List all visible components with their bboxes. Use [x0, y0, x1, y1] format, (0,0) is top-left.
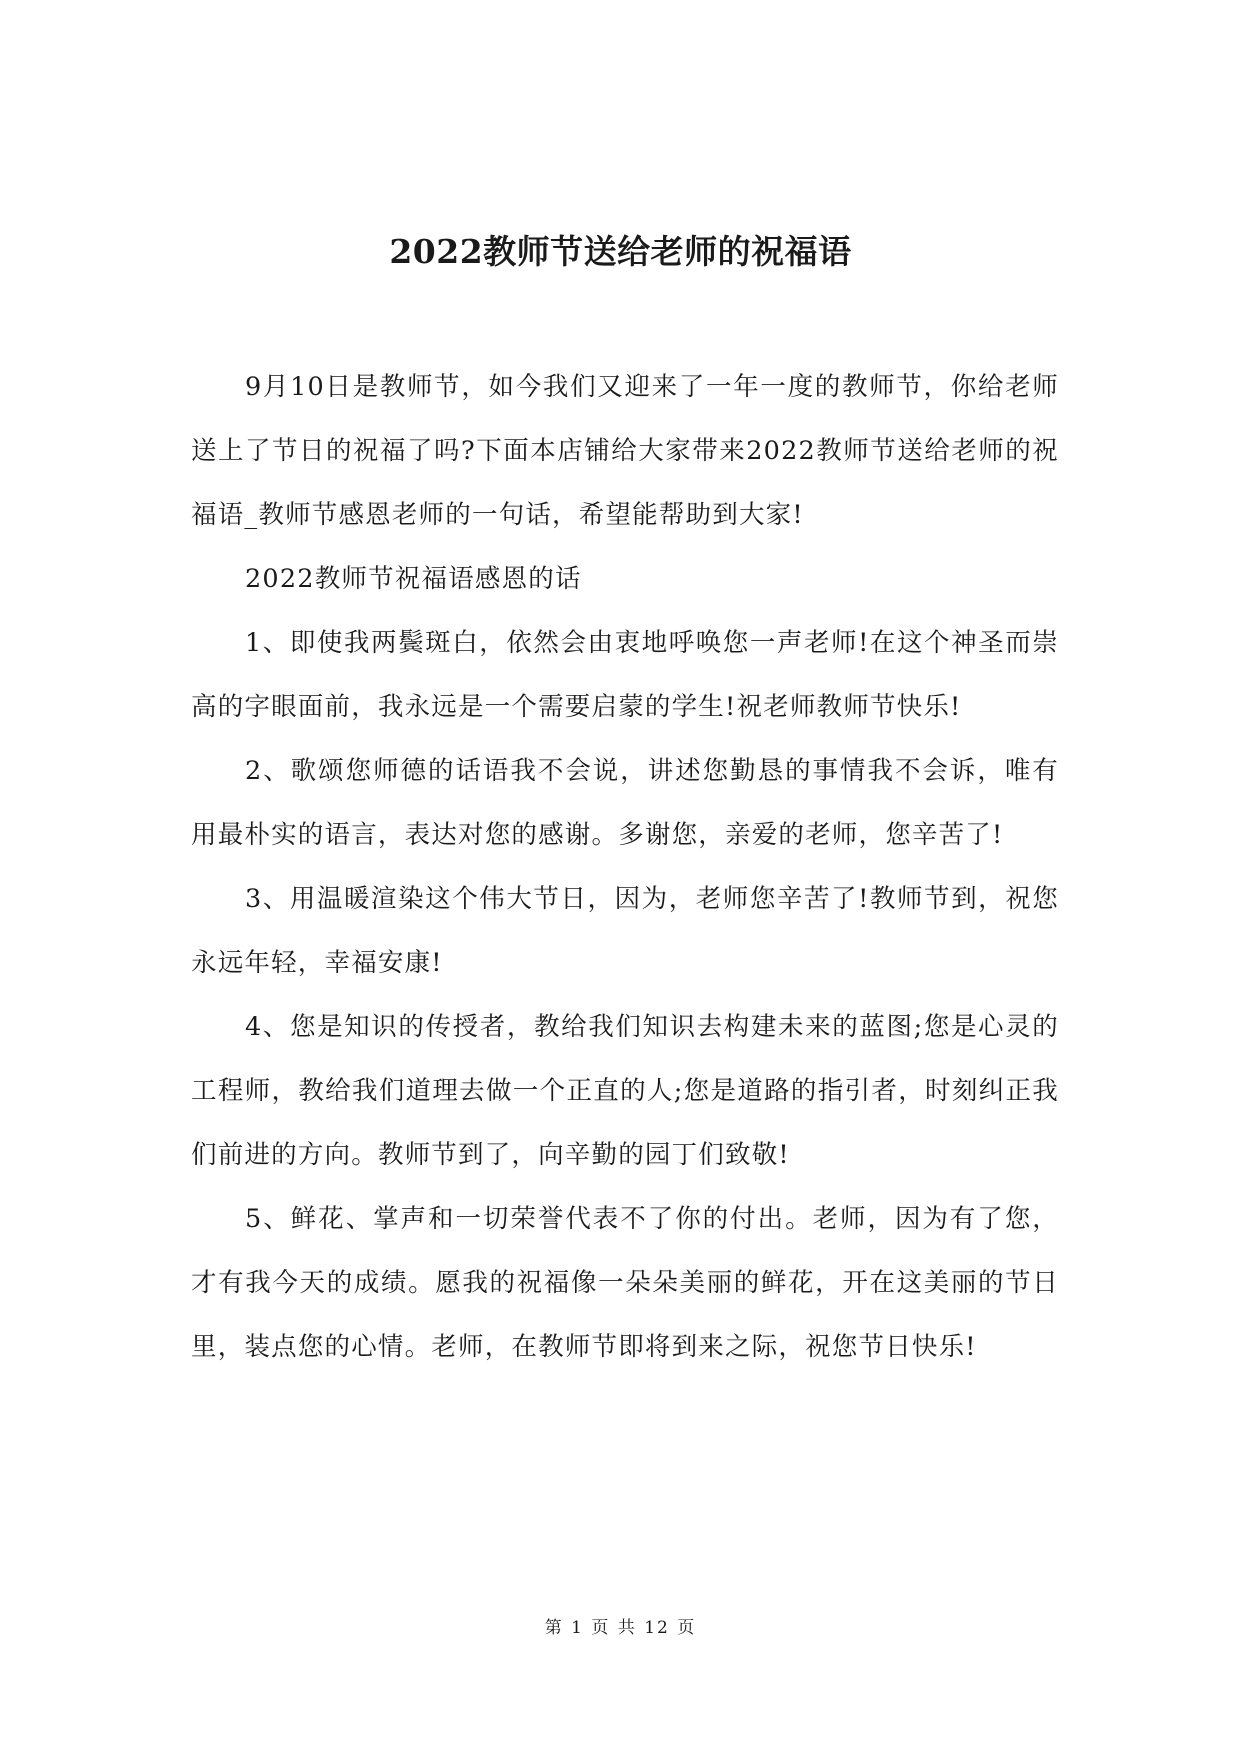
- document-body: [191, 355, 1059, 1379]
- footer-total-pages: 12: [644, 1618, 670, 1638]
- footer-prefix: 第: [544, 1618, 564, 1638]
- footer-middle: 页 共: [591, 1618, 637, 1638]
- section-heading: 2022教师节祝福语感恩的话: [245, 564, 582, 594]
- page-footer: [0, 1613, 1241, 1638]
- footer-suffix: 页: [677, 1618, 697, 1638]
- list-item: 5、鲜花、掌声和一切荣誉代表不了你的付出。老师，因为有了您，才有我今天的成绩。愿我的祝福像一朵朵美丽的鲜花，开在这美丽的节日里，装点您的心情。老师，在教师节即将到来之际，祝您节日快乐!: [191, 1204, 1059, 1362]
- intro-paragraph: 9月10日是教师节，如今我们又迎来了一年一度的教师节，你给老师送上了节日的祝福了吗?下面本店铺给大家带来2022教师节送给老师的祝福语_教师节感恩老师的一句话，希望能帮助到大家!: [191, 372, 1059, 530]
- list-item: 3、用温暖渲染这个伟大节日，因为，老师您辛苦了!教师节到，祝您永远年轻，幸福安康!: [191, 884, 1059, 978]
- list-item: 2、歌颂您师德的话语我不会说，讲述您勤恳的事情我不会诉，唯有用最朴实的语言，表达对您的感谢。多谢您，亲爱的老师，您辛苦了!: [191, 756, 1059, 850]
- page-title: 2022教师节送给老师的祝福语: [389, 232, 852, 271]
- footer-current-page: 1: [571, 1618, 584, 1638]
- list-item: 1、即使我两鬓斑白，依然会由衷地呼唤您一声老师!在这个神圣而崇高的字眼面前，我永远是一个需要启蒙的学生!祝老师教师节快乐!: [191, 628, 1059, 722]
- list-item: 4、您是知识的传授者，教给我们知识去构建未来的蓝图;您是心灵的工程师，教给我们道理去做一个正直的人;您是道路的指引者，时刻纠正我们前进的方向。教师节到了，向辛勤的园丁们致敬!: [191, 1012, 1059, 1170]
